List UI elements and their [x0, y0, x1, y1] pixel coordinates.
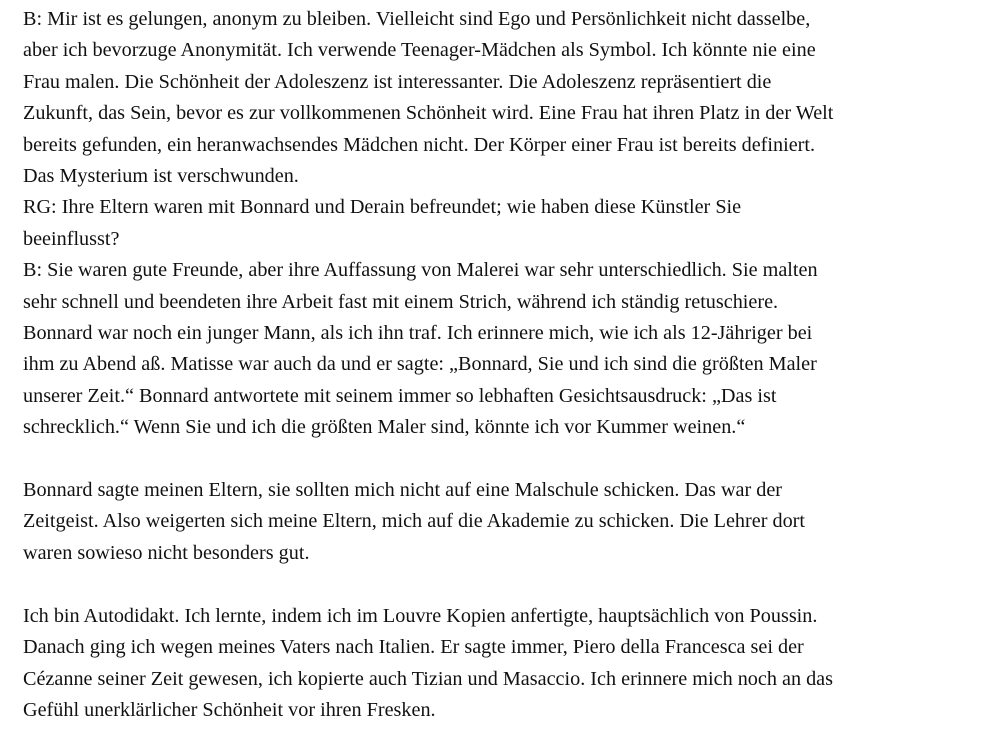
text-line: RG: Ihre Eltern waren mit Bonnard und Derain befreundet; wie haben diese Künstler Sie	[23, 196, 742, 219]
text-line: Bonnard sagte meinen Eltern, sie sollten mich nicht auf eine Malschule schicken. Das war der	[23, 479, 783, 502]
text-line: sehr schnell und beendeten ihre Arbeit fast mit einem Strich, während ich ständig retuschiere.	[23, 290, 779, 313]
text-line: B: Mir ist es gelungen, anonym zu bleiben. Vielleicht sind Ego und Persönlichkeit nicht dasselbe,	[23, 8, 811, 30]
paragraph-gap	[23, 444, 982, 475]
text-line: Cézanne seiner Zeit gewesen, ich kopierte auch Tizian und Masaccio. Ich erinnere mich noch an das	[23, 667, 834, 690]
text-line: unserer Zeit.“ Bonnard antwortete mit seinem immer so lebhaften Gesichtsausdruck: „Das ist	[23, 384, 777, 407]
text-line: Zeitgeist. Also weigerten sich meine Eltern, mich auf die Akademie zu schicken. Die Lehrer dort	[23, 510, 805, 533]
text-line: Gefühl unerklärlicher Schönheit vor ihren Fresken.	[23, 698, 436, 721]
text-line: ihm zu Abend aß. Matisse war auch da und er sagte: „Bonnard, Sie und ich sind die größten Maler	[23, 353, 817, 376]
text-line: bereits gefunden, ein heranwachsendes Mädchen nicht. Der Körper einer Frau ist bereits definiert.	[23, 133, 816, 156]
paragraph-interview-exchange	[23, 4, 982, 444]
text-line: Das Mysterium ist verschwunden.	[23, 165, 299, 188]
text-line: schrecklich.“ Wenn Sie und ich die größten Maler sind, könnte ich vor Kummer weinen.“	[23, 416, 746, 439]
paragraph-gap	[23, 569, 982, 600]
paragraph-autodidact	[23, 601, 982, 727]
text-line: Ich bin Autodidakt. Ich lernte, indem ich im Louvre Kopien anfertigte, hauptsächlich von Poussin.	[23, 604, 818, 627]
text-line: waren sowieso nicht besonders gut.	[23, 541, 310, 564]
text-line: beeinflusst?	[23, 227, 120, 250]
text-line: B: Sie waren gute Freunde, aber ihre Auffassung von Malerei war sehr unterschiedlich. Sie malten	[23, 259, 818, 282]
text-line: aber ich bevorzuge Anonymität. Ich verwende Teenager-Mädchen als Symbol. Ich könnte nie eine	[23, 39, 816, 62]
paragraph-art-school	[23, 475, 982, 569]
text-line: Bonnard war noch ein junger Mann, als ich ihn traf. Ich erinnere mich, wie ich als 12-Jähriger bei	[23, 322, 813, 345]
text-line: Frau malen. Die Schönheit der Adoleszenz ist interessanter. Die Adoleszenz repräsentiert die	[23, 70, 772, 93]
text-line: Danach ging ich wegen meines Vaters nach Italien. Er sagte immer, Piero della Francesca sei der	[23, 636, 804, 659]
text-line: Zukunft, das Sein, bevor es zur vollkommenen Schönheit wird. Eine Frau hat ihren Platz in der Welt	[23, 102, 834, 125]
